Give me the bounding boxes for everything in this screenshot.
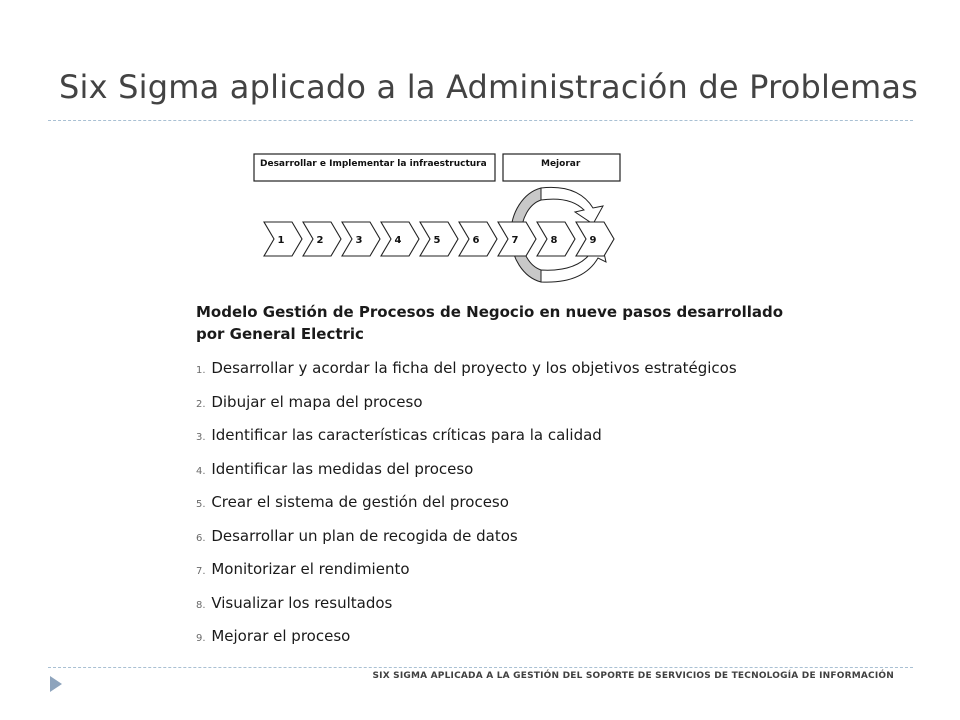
improve-box-label: Mejorar: [541, 159, 581, 169]
step-text: Identificar las medidas del proceso: [211, 459, 474, 478]
step-number: 6.: [196, 532, 206, 544]
slide-title: Six Sigma aplicado a la Administración de Problemas: [59, 68, 919, 106]
chevron-label-6: 6: [472, 235, 480, 246]
step-text: Crear el sistema de gestión del proceso: [211, 493, 509, 511]
list-item: [196, 487, 816, 521]
list-item: [196, 454, 816, 488]
chevron-label-9: 9: [589, 235, 597, 246]
step-text: Desarrollar un plan de recogida de datos: [211, 526, 518, 545]
step-number: 1.: [196, 365, 206, 376]
list-item: [196, 588, 816, 622]
infrastructure-box-label: Desarrollar e Implementar la infraestructura: [260, 159, 487, 169]
step-number: 5.: [196, 499, 206, 510]
nav-triangle-icon: [50, 676, 62, 692]
chevron-label-1: 1: [277, 235, 285, 246]
step-text: Visualizar los resultados: [211, 593, 393, 612]
chevron-label-7: 7: [511, 235, 519, 246]
chevron-label-5: 5: [433, 235, 441, 246]
step-text: Identificar las características críticas para la calidad: [211, 426, 602, 444]
steps-heading: Modelo Gestión de Procesos de Negocio en nueve pasos desarrollado por General Electric: [196, 303, 784, 343]
step-text: Desarrollar y acordar la ficha del proyecto y los objetivos estratégicos: [211, 359, 737, 377]
process-diagram: [248, 150, 638, 285]
step-text: Monitorizar el rendimiento: [211, 560, 410, 578]
steps-content: [196, 301, 816, 655]
chevron-label-2: 2: [316, 235, 324, 246]
chevron-label-8: 8: [550, 235, 558, 246]
step-text: Dibujar el mapa del proceso: [211, 392, 423, 411]
cycle-top-arrow: [541, 187, 603, 224]
step-number: 3.: [196, 432, 206, 443]
steps-list: [196, 353, 816, 655]
title-divider: [48, 120, 913, 121]
list-item: [196, 621, 816, 655]
step-number: 9.: [196, 633, 206, 644]
step-number: 7.: [196, 566, 206, 577]
list-item: [196, 387, 816, 421]
footer-text: SIX SIGMA APLICADA A LA GESTIÓN DEL SOPORTE DE SERVICIOS DE TECNOLOGÍA DE INFORMACIÓN: [372, 671, 894, 681]
chevron-row: [264, 222, 614, 256]
step-text: Mejorar el proceso: [211, 627, 351, 645]
list-item: [196, 554, 816, 588]
list-item: [196, 353, 816, 387]
chevron-label-4: 4: [394, 235, 402, 246]
list-item: [196, 420, 816, 454]
step-number: 2.: [196, 398, 206, 410]
step-number: 8.: [196, 599, 206, 611]
list-item: [196, 521, 816, 555]
chevron-label-3: 3: [355, 235, 363, 246]
step-number: 4.: [196, 465, 206, 477]
footer-divider: [48, 667, 913, 668]
